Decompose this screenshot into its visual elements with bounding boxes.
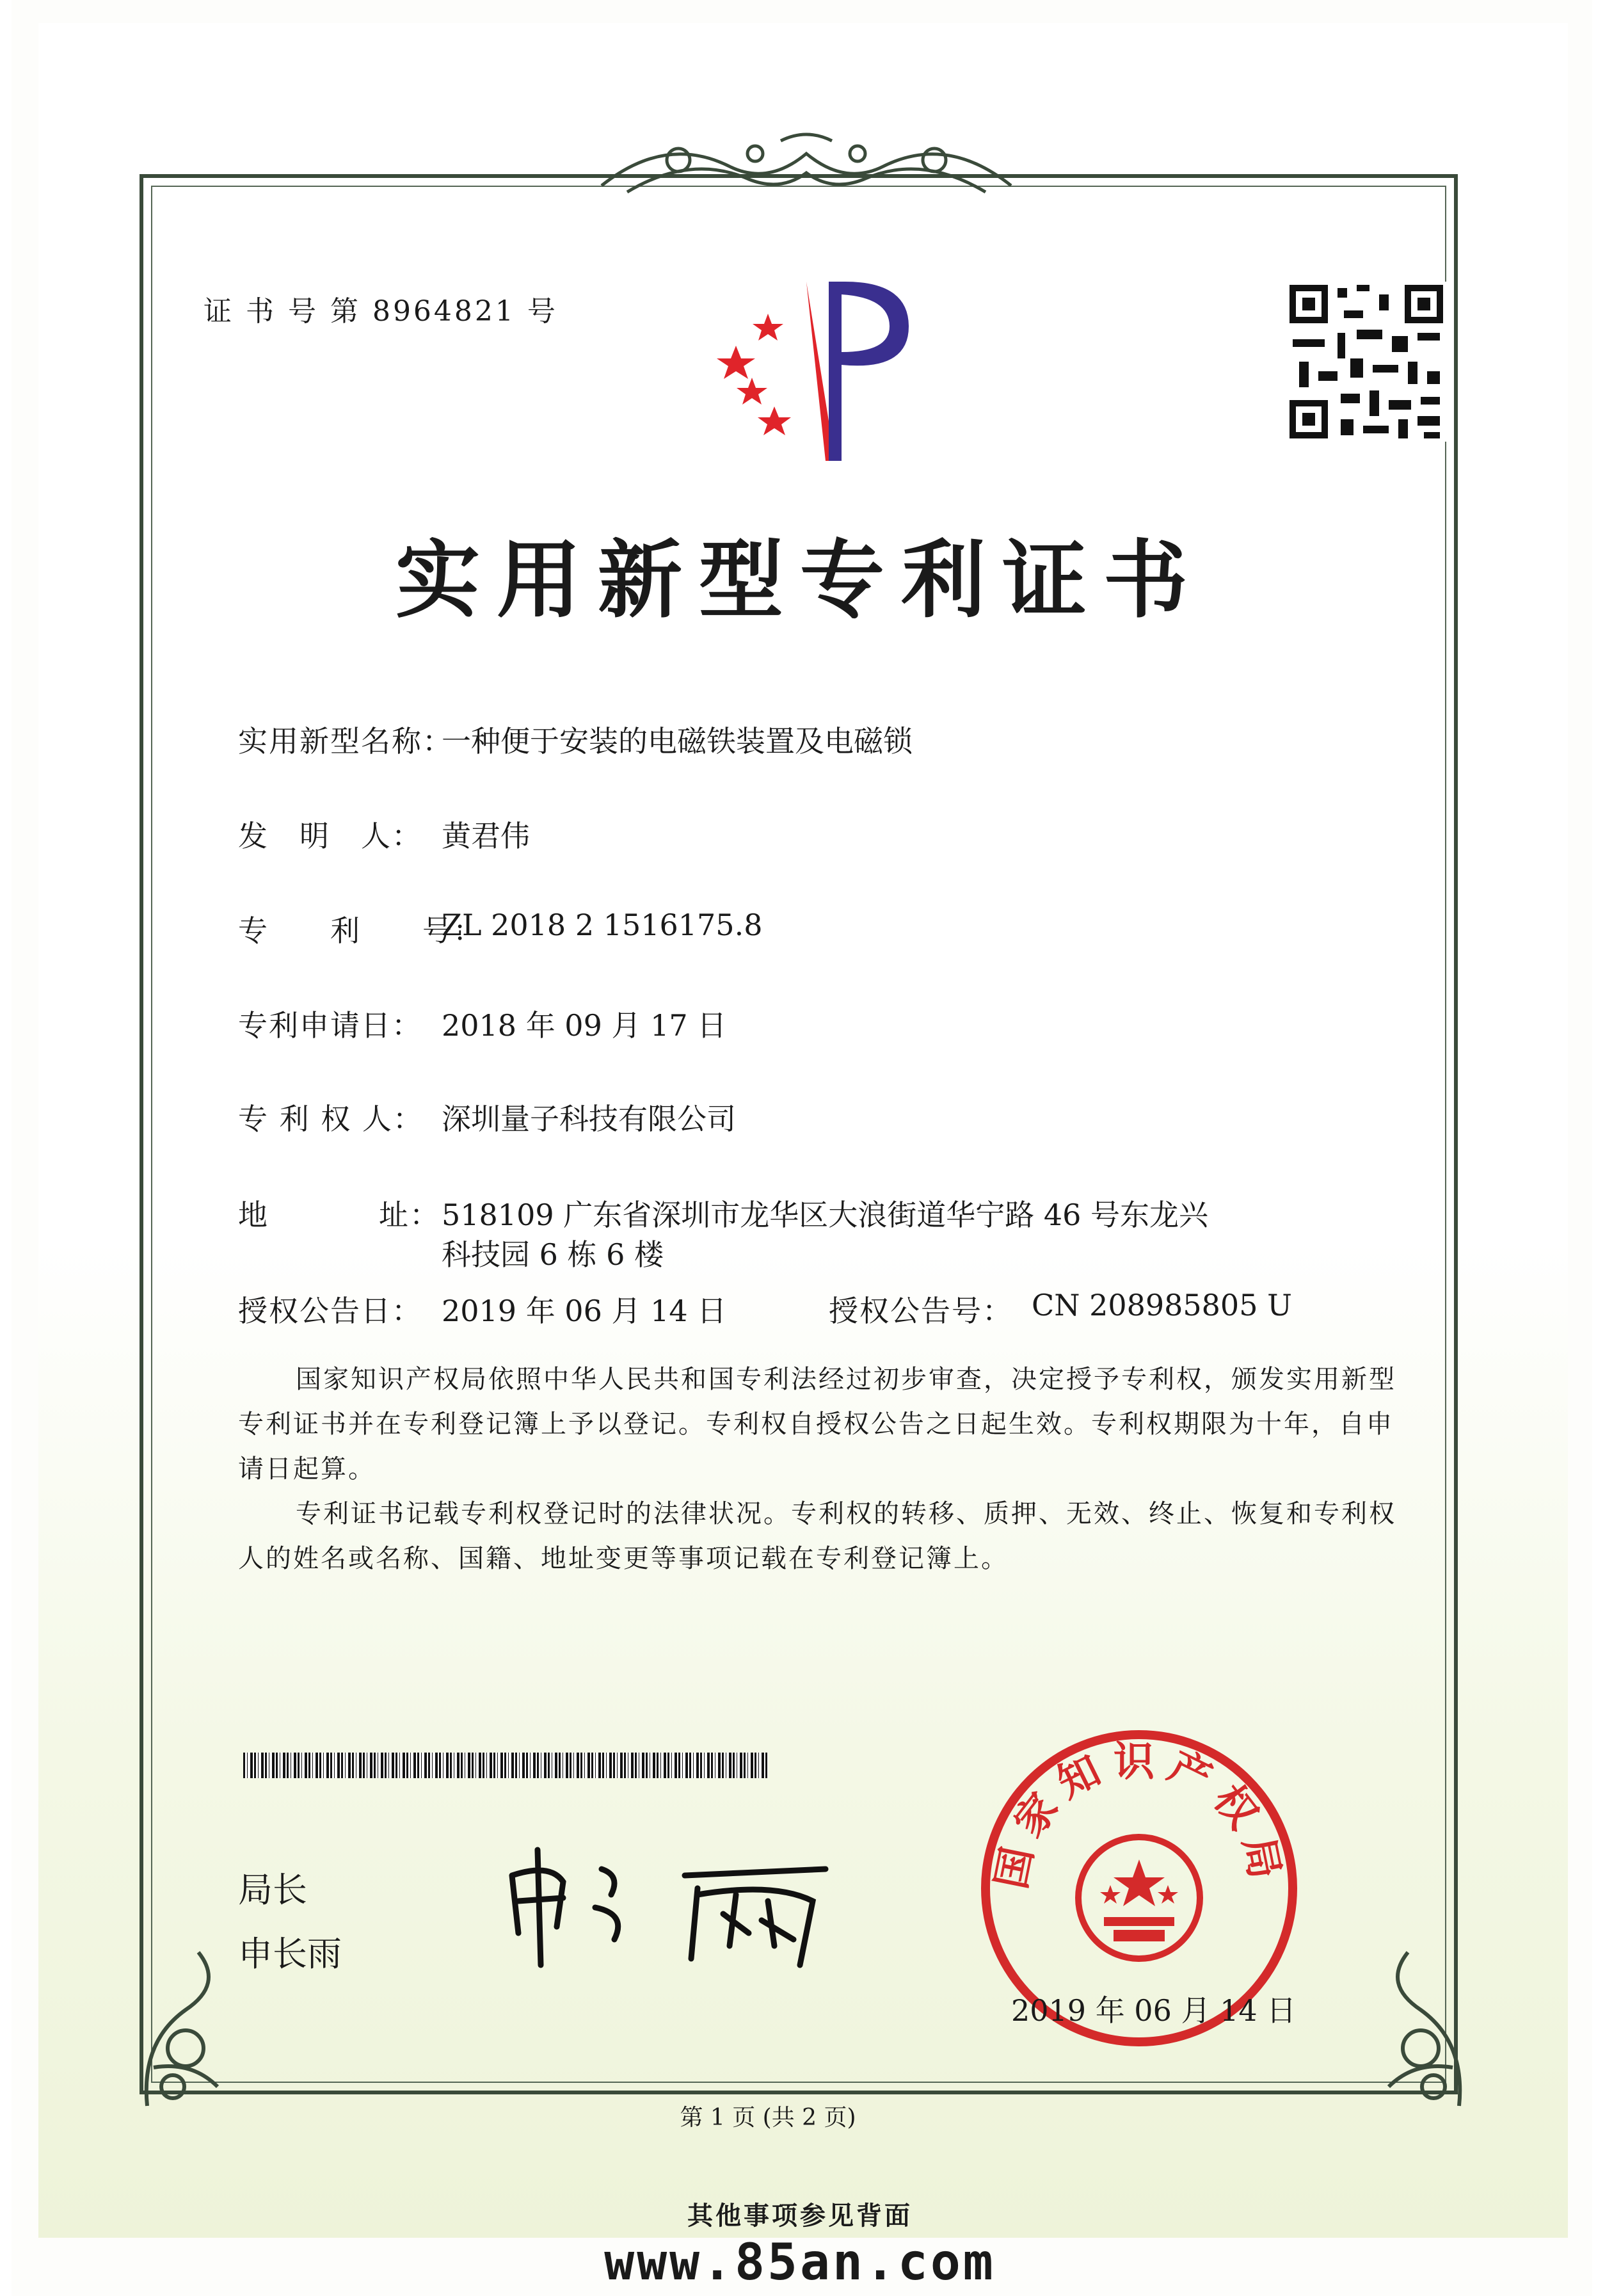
inventor-value: 黄君伟 — [442, 819, 530, 853]
patent-number-value: ZL 2018 2 1516175.8 — [442, 908, 763, 942]
grant-date-value: 2019 年 06 月 14 日 — [442, 1294, 727, 1328]
grant-number-value: CN 208985805 U — [1032, 1288, 1292, 1322]
director-name: 申长雨 — [238, 1934, 342, 1974]
filing-date-label: 专利申请日： — [238, 1008, 422, 1043]
page-title: 实用新型专利证书 — [395, 531, 1204, 630]
top-ornament-icon — [589, 128, 1024, 205]
patentee-label: 专 利 权 人： — [238, 1102, 424, 1136]
certificate-number: 证 书 号 第 8964821 号 — [204, 295, 558, 328]
inventor-label: 发 明 人： — [238, 819, 422, 853]
barcode — [243, 1753, 768, 1778]
corner-ornament-left-icon — [128, 1939, 256, 2112]
page-number: 第 1 页 (共 2 页) — [680, 2105, 856, 2131]
patent-office-logo-icon — [698, 269, 941, 474]
qr-code-icon — [1286, 282, 1446, 442]
seal-text: 国家知识产权局 — [987, 1738, 1291, 1893]
grant-number-label: 授权公告号： — [829, 1294, 1013, 1328]
body-paragraph-2: 专利证书记载专利权登记时的法律状况。专利权的转移、质押、无效、终止、恢复和专利权人的姓名或名称、国籍、地址变更等事项记载在专利登记簿上。 — [238, 1499, 1396, 1573]
director-title: 局长 — [238, 1870, 307, 1910]
patentee-value: 深圳量子科技有限公司 — [442, 1102, 736, 1136]
grant-date-label: 授权公告日： — [238, 1294, 422, 1328]
utility-model-name-value: 一种便于安装的电磁铁装置及电磁锁 — [442, 724, 913, 759]
director-signature-icon — [493, 1837, 851, 1978]
seal-date: 2019 年 06 月 14 日 — [1011, 1993, 1297, 2028]
address-label-end: 址： — [379, 1198, 440, 1232]
address-label-start: 地 — [238, 1198, 269, 1232]
filing-date-value: 2018 年 09 月 17 日 — [442, 1008, 727, 1043]
corner-ornament-right-icon — [1350, 1939, 1478, 2112]
address-line-1: 518109 广东省深圳市龙华区大浪街道华宁路 46 号东龙兴 — [442, 1198, 1208, 1232]
patent-number-label: 专 利 号： — [238, 913, 484, 948]
website-watermark: www.85an.com — [604, 2234, 996, 2292]
address-line-2: 科技园 6 栋 6 楼 — [442, 1237, 664, 1272]
utility-model-name-label: 实用新型名称： — [238, 724, 453, 759]
back-side-note: 其他事项参见背面 — [687, 2201, 913, 2231]
body-paragraph-1: 国家知识产权局依照中华人民共和国专利法经过初步审查，决定授予专利权，颁发实用新型专利证书并在专利登记簿上予以登记。专利权自授权公告之日起生效。专利权期限为十年，自申请日起算。 — [238, 1365, 1396, 1484]
